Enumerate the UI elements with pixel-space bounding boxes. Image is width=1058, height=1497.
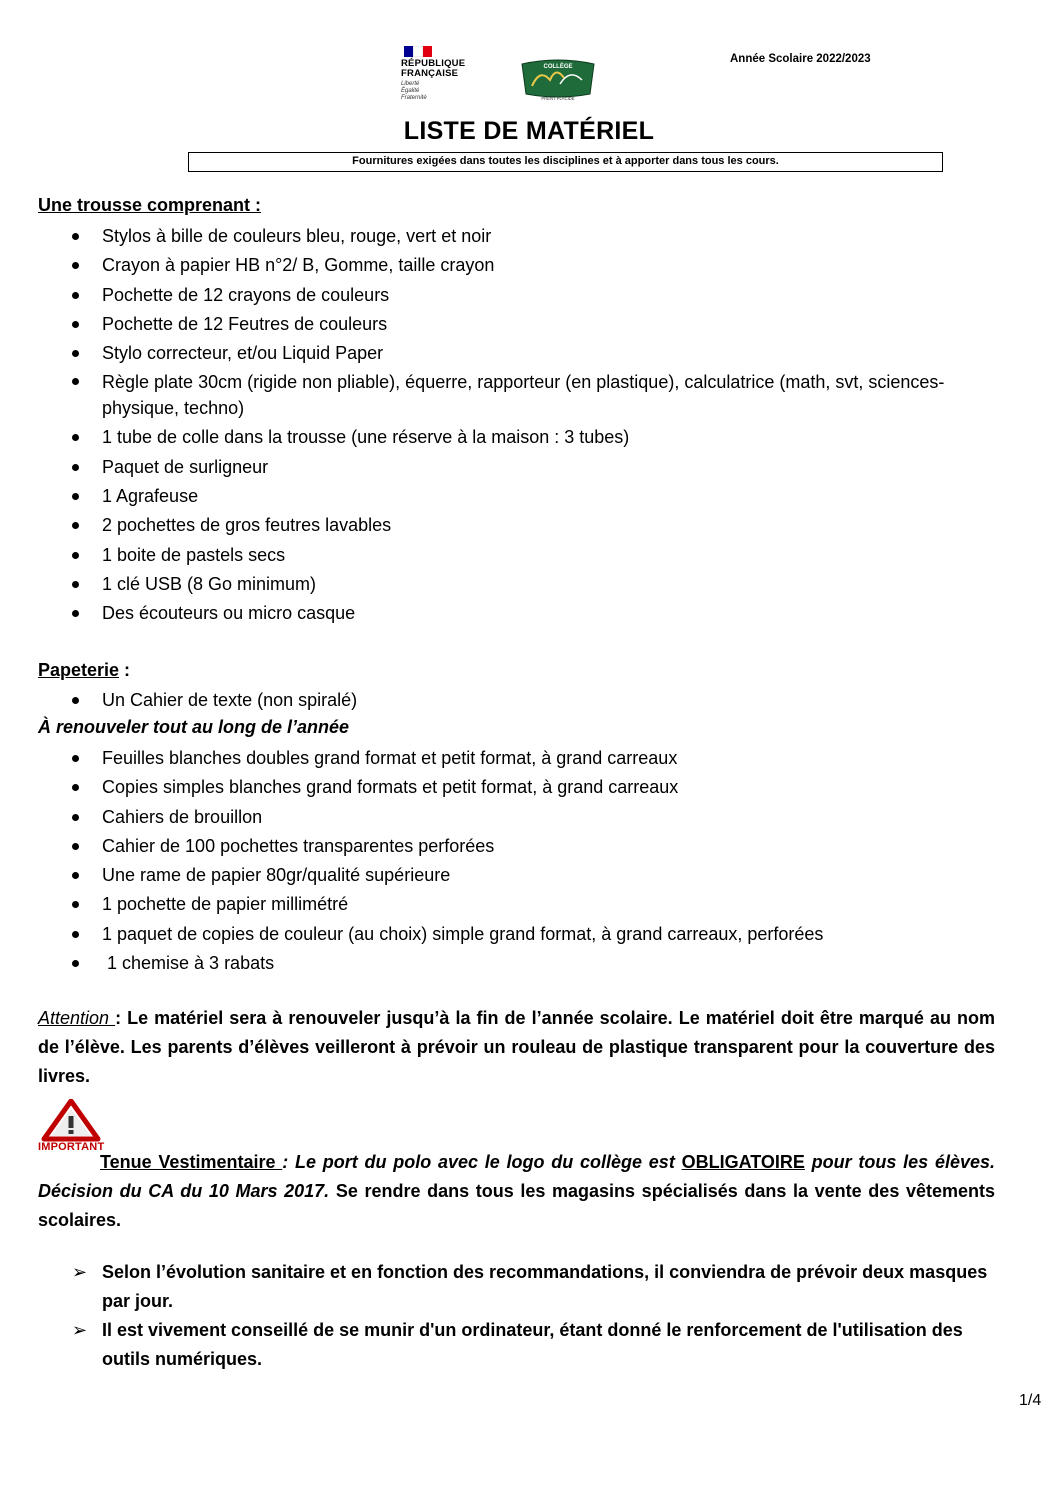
- note-text: Selon l’évolution sanitaire et en fonction des recommandations, il conviendra de prévoir deux masques par jour.: [102, 1262, 988, 1311]
- list-item: Stylos à bille de couleurs bleu, rouge, vert et noir: [0, 222, 1058, 251]
- list-item: Règle plate 30cm (rigide non pliable), équerre, rapporteur (en plastique), calculatrice (math, svt, sciences-physique, techno): [0, 368, 1058, 423]
- college-logo-bottom-text: PRENT PLACIDE: [541, 96, 575, 101]
- college-logo-top-text: COLLÈGE: [543, 64, 573, 70]
- republique-line: RÉPUBLIQUE: [401, 58, 466, 69]
- papeterie-list: [0, 686, 1058, 715]
- list-item: Stylo correcteur, et/ou Liquid Paper: [0, 339, 1058, 368]
- papeterie-heading: [38, 660, 130, 681]
- trousse-heading: Une trousse comprenant :: [38, 195, 262, 215]
- motto-liberte: Liberté: [401, 81, 420, 87]
- list-item: 1 paquet de copies de couleur (au choix) simple grand format, à grand carreaux, perforées: [0, 920, 1058, 949]
- list-item: Crayon à papier HB n°2/ B, Gomme, taille crayon: [0, 251, 1058, 280]
- list-item: Pochette de 12 crayons de couleurs: [0, 281, 1058, 310]
- page-title: LISTE DE MATÉRIEL: [403, 117, 655, 145]
- papeterie-heading-colon: :: [119, 660, 131, 680]
- renew-list: [0, 744, 1058, 978]
- dress-code-paragraph: [38, 1148, 995, 1235]
- trousse-list: [0, 222, 1058, 629]
- attention-text: : Le matériel sera à renouveler jusqu’à la fin de l’année scolaire. Le matériel doit être marqué au nom de l’élève. Les parents d’élèves veilleront à prévoir un rouleau de plastique transparent pour la couverture des livres.: [38, 1008, 995, 1086]
- important-badge: IMPORTANT: [38, 1141, 105, 1153]
- school-year: Année Scolaire 2022/2023: [730, 53, 871, 65]
- dress-code-text-1: : Le port du polo avec le logo du collège est: [282, 1152, 682, 1172]
- attention-label: Attention: [38, 1008, 116, 1028]
- list-item: Pochette de 12 Feutres de couleurs: [0, 310, 1058, 339]
- list-item: Une rame de papier 80gr/qualité supérieure: [0, 861, 1058, 890]
- motto-egalite: Égalité: [401, 88, 420, 94]
- list-item: 2 pochettes de gros feutres lavables: [0, 511, 1058, 540]
- list-item: Paquet de surligneur: [0, 453, 1058, 482]
- motto-fraternite: Fraternité: [401, 95, 427, 101]
- list-item: [0, 1316, 1058, 1374]
- attention-paragraph: [38, 1004, 995, 1091]
- note-text: Il est vivement conseillé de se munir d'un ordinateur, étant donné le renforcement de l'utilisation des outils numériques.: [102, 1320, 963, 1369]
- papeterie-heading-label: Papeterie: [38, 660, 120, 680]
- list-item: 1 clé USB (8 Go minimum): [0, 570, 1058, 599]
- notes-list: [0, 1258, 1058, 1374]
- subtitle-text: Fournitures exigées dans toutes les disciplines et à apporter dans tous les cours.: [352, 155, 779, 167]
- list-item: Cahiers de brouillon: [0, 803, 1058, 832]
- mandatory-word: OBLIGATOIRE: [681, 1152, 805, 1172]
- subtitle-box: [188, 152, 943, 172]
- college-logo: [518, 58, 598, 102]
- list-item: 1 pochette de papier millimétré: [0, 890, 1058, 919]
- list-item: Des écouteurs ou micro casque: [0, 599, 1058, 628]
- arrow-icon: ➢: [72, 1320, 88, 1340]
- list-item: 1 chemise à 3 rabats: [0, 949, 1058, 978]
- list-item: 1 tube de colle dans la trousse (une réserve à la maison : 3 tubes): [0, 423, 1058, 452]
- french-flag-icon: [404, 46, 432, 57]
- list-item: Un Cahier de texte (non spiralé): [0, 686, 1058, 715]
- list-item: 1 Agrafeuse: [0, 482, 1058, 511]
- republique-francaise-logo: [401, 46, 481, 108]
- dress-code-text-2: pour tous les élèves. Décision du CA du 10 Mars 2017.: [38, 1152, 995, 1201]
- list-item: Feuilles blanches doubles grand format et petit format, à grand carreaux: [0, 744, 1058, 773]
- list-item: 1 boite de pastels secs: [0, 541, 1058, 570]
- list-item: [0, 1258, 1058, 1316]
- arrow-icon: ➢: [72, 1262, 88, 1282]
- renew-heading: À renouveler tout au long de l’année: [38, 717, 350, 737]
- page-number: 1/4: [1019, 1392, 1042, 1409]
- dress-code-label: Tenue Vestimentaire: [100, 1152, 283, 1172]
- dress-code-text-3: Se rendre dans tous les magasins spécialisés dans la vente des vêtements scolaires.: [38, 1181, 995, 1230]
- francaise-line: FRANÇAISE: [401, 68, 459, 79]
- list-item: Copies simples blanches grand formats et petit format, à grand carreaux: [0, 773, 1058, 802]
- list-item: Cahier de 100 pochettes transparentes perforées: [0, 832, 1058, 861]
